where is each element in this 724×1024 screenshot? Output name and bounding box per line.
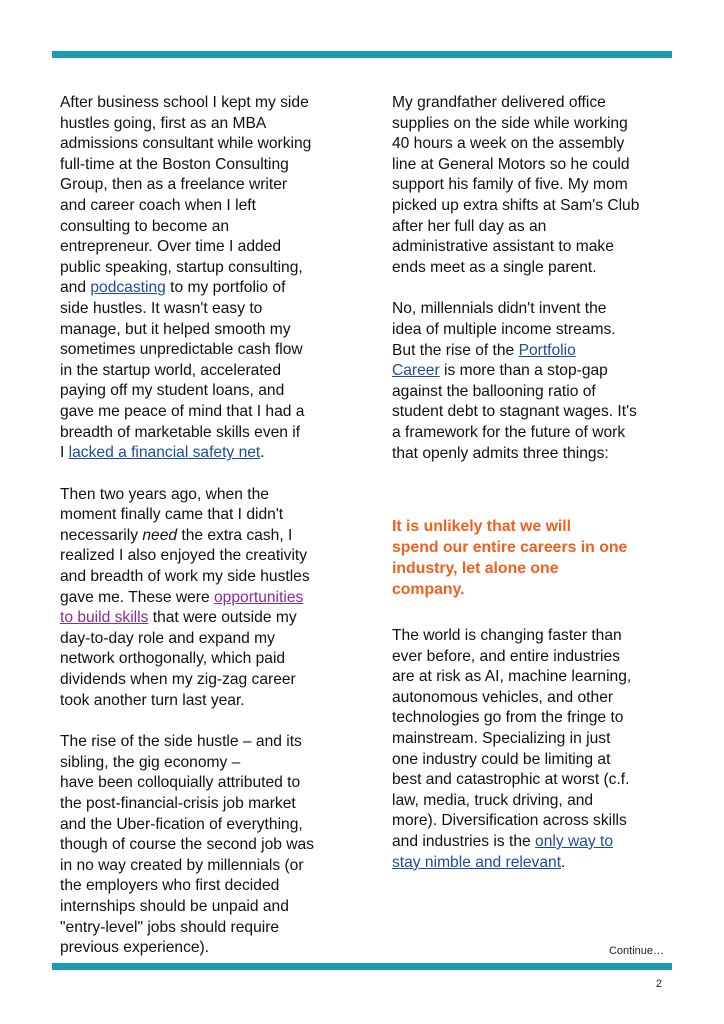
build-skills-link[interactable]: opportunities to build skills: [60, 588, 304, 627]
paragraph: After business school I kept my side hustles going, first as an MBA admissions consultant while working full-time at the Boston Consulting Group, then as a freelance writer and career coach when I left consulting to become an entrepreneur. Over time I added public speaking, startup consulting, and podcasting to my portfolio of side hustles. It wasn't easy to manage, but it helped smooth my sometimes unpredictable cash flow in the startup world, accelerated paying off my student loans, and gave me peace of mind that I had a breadth of marketable skills even if I lacked a financial safety net.: [60, 94, 312, 462]
bottom-rule: [52, 963, 672, 970]
continue-label: Continue…: [608, 945, 664, 957]
portfolio-career-link[interactable]: Portfolio Career: [392, 341, 576, 380]
right-column: [392, 93, 674, 894]
paragraph: No, millennials didn't invent the idea of multiple income streams. But the rise of the Portfolio Career is more than a stop-gap against the ballooning ratio of student debt to stagnant wages. It's a framework for the future of work that openly admits three things:: [392, 300, 637, 462]
page-number: 2: [655, 978, 662, 990]
podcasting-link[interactable]: podcasting: [90, 279, 166, 297]
paragraph: Then two years ago, when the moment finally came that I didn't necessarily need the extra cash, I realized I also enjoyed the creativity and breadth of work my side hustles gave me. These were opportunities to build skills that were outside my day-to-day role and expand my network orthogonally, which paid dividends when my zig-zag career took another turn last year.: [60, 485, 310, 709]
paragraph: The world is changing faster than ever before, and entire industries are at risk as AI, machine learning, autonomous vehicles, and other technologies go from the fringe to mainstream. Specializing in just one industry could be limiting at best and catastrophic at worst (c.f. law, media, truck driving, and more). Diversification across skills and industries is the only way to stay nimble and relevant.: [392, 627, 632, 871]
paragraph: My grandfather delivered office supplies on the side while working 40 hours a week on the assembly line at General Motors so he could support his family of five. My mom picked up extra shifts at Sam's Club after her full day as an administrative assistant to make ends meet as a single parent.: [392, 94, 640, 276]
financial-safety-net-link[interactable]: lacked a financial safety net: [68, 444, 261, 462]
stay-nimble-link[interactable]: only way to stay nimble and relevant: [392, 833, 614, 871]
paragraph: The rise of the side hustle – and its sibling, the gig economy – have been colloquially attributed to the post-financial-crisis job market and the Uber-fication of everything, though of course the second job was in no way created by millennials (or the employers who first decided internships should be unpaid and "entry-level" jobs should require previous experience).: [60, 733, 314, 957]
top-rule: [52, 51, 672, 58]
callout-heading: It is unlikely that we will spend our entire careers in one industry, let alone one company.: [392, 518, 628, 599]
left-column: [60, 93, 350, 980]
emphasis: need: [142, 526, 178, 544]
